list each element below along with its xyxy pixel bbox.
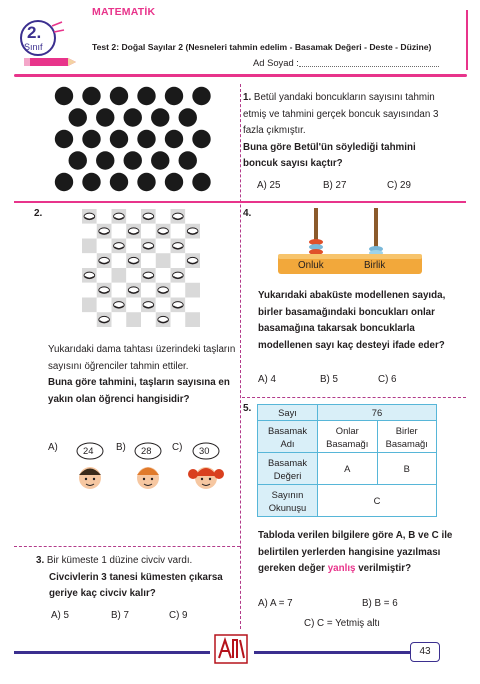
- bead-icon: [55, 87, 73, 105]
- board-square: [141, 224, 156, 239]
- option-b[interactable]: B) 27: [323, 180, 347, 191]
- bead-icon: [82, 130, 100, 148]
- bead-icon: [137, 87, 155, 105]
- table-cell: A: [318, 453, 378, 485]
- question-5-options: [258, 598, 464, 634]
- board-square: [171, 312, 186, 327]
- test-title: Test 2: Doğal Sayılar 2 (Nesneleri tahmin edelim - Basamak Değeri - Deste - Düzine): [92, 42, 432, 52]
- question-3-text: Bir kümeste 1 düzine civciv vardı.: [46, 555, 193, 566]
- abacus-illustration: [276, 206, 424, 278]
- option-c[interactable]: C): [172, 442, 183, 453]
- board-square: [112, 253, 127, 268]
- board-square: [171, 283, 186, 298]
- question-1-number: 1.: [243, 92, 252, 103]
- board-square: [82, 224, 97, 239]
- estimate-c: 30: [199, 445, 210, 456]
- question-5-number: 5.: [243, 403, 252, 414]
- board-square: [112, 312, 127, 327]
- question-5: [258, 528, 464, 578]
- question-2: [48, 342, 238, 408]
- board-square: [112, 283, 127, 298]
- bead-icon: [110, 87, 128, 105]
- subject-title: MATEMATİK: [92, 6, 156, 18]
- publisher-logo-icon: [214, 634, 248, 664]
- bead-icon: [96, 108, 114, 126]
- option-b[interactable]: B): [116, 442, 126, 453]
- option-a[interactable]: A) 4: [258, 374, 276, 385]
- board-square: [185, 312, 200, 327]
- name-field[interactable]: [299, 66, 439, 67]
- table-cell: Onlar Basamağı: [318, 421, 378, 453]
- question-1-text: Betül yandaki boncukların sayısını tahmin etmiş ve tahmini gerçek boncuk sayısından 3 fazla çıkmıştır.: [243, 92, 439, 136]
- q4-q5-divider: [242, 397, 466, 398]
- column-divider: [240, 84, 241, 629]
- question-3: [36, 553, 236, 603]
- question-2-number: 2.: [34, 208, 43, 219]
- board-square: [97, 268, 112, 283]
- table-cell: Sayı: [258, 405, 318, 421]
- grade-word: Sınıf: [24, 42, 43, 52]
- place-value-table: [257, 404, 437, 517]
- question-2-options: [48, 438, 238, 490]
- bead-icon: [151, 151, 169, 169]
- bead-icon: [110, 173, 128, 191]
- board-square: [156, 268, 171, 283]
- board-square: [82, 283, 97, 298]
- name-label: Ad Soyad :: [253, 57, 299, 68]
- bead-icon: [165, 87, 183, 105]
- bead-icon: [55, 173, 73, 191]
- page-number: 43: [410, 642, 440, 662]
- question-4: [258, 288, 464, 354]
- option-b[interactable]: B) 7: [111, 610, 129, 621]
- header-rule: [14, 74, 467, 77]
- board-square: [156, 239, 171, 254]
- bead-icon: [165, 130, 183, 148]
- girl-icon: [188, 467, 224, 489]
- abacus-label-onluk: Onluk: [298, 260, 324, 271]
- board-square: [185, 298, 200, 313]
- board-square: [185, 283, 200, 298]
- question-4-options: [258, 374, 458, 388]
- option-a[interactable]: A): [48, 442, 58, 453]
- footer-rule-right: [254, 651, 410, 654]
- board-square: [171, 253, 186, 268]
- board-square: [112, 268, 127, 283]
- abacus-label-birlik: Birlik: [364, 260, 386, 271]
- grade-badge: [18, 18, 80, 72]
- board-square: [126, 312, 141, 327]
- board-square: [82, 239, 97, 254]
- question-3-prompt: Civcivlerin 3 tanesi kümesten çıkarsa geriye kaç civciv kalır?: [49, 571, 223, 599]
- bead-icon: [192, 87, 210, 105]
- board-square: [82, 253, 97, 268]
- board-square: [141, 253, 156, 268]
- beads-illustration: [50, 84, 230, 196]
- option-a[interactable]: A) 25: [257, 180, 281, 191]
- option-a[interactable]: A) 5: [51, 610, 69, 621]
- checkerboard-illustration: [82, 209, 200, 327]
- board-square: [82, 312, 97, 327]
- table-cell: B: [377, 453, 437, 485]
- footer-rule-left: [14, 651, 210, 654]
- estimate-a: 24: [83, 445, 94, 456]
- option-c[interactable]: C) 29: [387, 180, 411, 191]
- table-cell: Basamak Değeri: [258, 453, 318, 485]
- bead-icon: [110, 130, 128, 148]
- q2-q3-divider: [14, 546, 240, 547]
- bead-icon: [82, 87, 100, 105]
- board-square: [156, 253, 171, 268]
- option-c[interactable]: C) 9: [169, 610, 188, 621]
- board-square: [126, 298, 141, 313]
- board-square: [185, 209, 200, 224]
- board-square: [185, 268, 200, 283]
- board-square: [171, 224, 186, 239]
- board-square: [97, 209, 112, 224]
- board-square: [126, 209, 141, 224]
- boy-icon: [137, 467, 159, 489]
- option-b[interactable]: B) 5: [320, 374, 338, 385]
- bead-icon: [124, 108, 142, 126]
- bead-icon: [179, 151, 197, 169]
- question-1: [243, 90, 451, 173]
- bead-icon: [96, 151, 114, 169]
- board-square: [141, 283, 156, 298]
- bead-icon: [124, 151, 142, 169]
- question-5-prompt: Tabloda verilen bilgilere göre A, B ve C ile belirtilen yerlerden hangisine yazılması gereken değer yanlış verilmiştir?: [258, 530, 453, 574]
- section-divider: [14, 201, 466, 203]
- question-3-options: [51, 610, 231, 624]
- bead-icon: [192, 130, 210, 148]
- option-a[interactable]: A) A = 7: [258, 598, 293, 609]
- bead-icon: [151, 108, 169, 126]
- table-cell: 76: [318, 405, 437, 421]
- table-cell: Basamak Adı: [258, 421, 318, 453]
- option-c[interactable]: C) C = Yetmiş altı: [304, 618, 380, 629]
- question-1-options: [257, 180, 457, 194]
- table-cell: Birler Basamağı: [377, 421, 437, 453]
- board-square: [97, 298, 112, 313]
- bead-icon: [137, 130, 155, 148]
- bead-icon: [137, 173, 155, 191]
- bead-icon: [69, 108, 87, 126]
- board-square: [126, 268, 141, 283]
- board-square: [156, 298, 171, 313]
- board-square: [141, 312, 156, 327]
- board-square: [156, 209, 171, 224]
- grade-number: 2.: [27, 23, 42, 42]
- board-square: [126, 239, 141, 254]
- question-2-text: Yukarıdaki dama tahtası üzerindeki taşların sayısını öğrenciler tahmin ettiler.: [48, 344, 236, 372]
- bead-icon: [55, 130, 73, 148]
- boy-icon: [79, 467, 101, 489]
- board-square: [82, 298, 97, 313]
- board-square: [185, 239, 200, 254]
- option-b[interactable]: B) B = 6: [362, 598, 398, 609]
- header-vertical-rule: [466, 10, 468, 70]
- bead-icon: [192, 173, 210, 191]
- question-4-prompt: Yukarıdaki abaküste modellenen sayıda, birler basamağındaki boncukları onlar basamağına takarsak boncuklarla modellenen sayı kaç desteyi ifade eder?: [258, 290, 446, 351]
- bead-icon: [179, 108, 197, 126]
- board-square: [112, 224, 127, 239]
- highlight-word: yanlış: [327, 563, 356, 574]
- bead-icon: [165, 173, 183, 191]
- bead-icon: [82, 173, 100, 191]
- estimate-b: 28: [141, 445, 152, 456]
- question-3-number: 3.: [36, 555, 45, 566]
- question-2-prompt: Buna göre tahmini, taşların sayısına en yakın olan öğrenci hangisidir?: [48, 377, 230, 405]
- question-1-prompt: Buna göre Betül'ün söylediği tahmini boncuk sayısı kaçtır?: [243, 141, 416, 169]
- board-square: [97, 239, 112, 254]
- option-c[interactable]: C) 6: [378, 374, 397, 385]
- table-cell: C: [318, 485, 437, 517]
- bead-icon: [69, 151, 87, 169]
- question-4-number: 4.: [243, 208, 252, 219]
- table-cell: Sayının Okunuşu: [258, 485, 318, 517]
